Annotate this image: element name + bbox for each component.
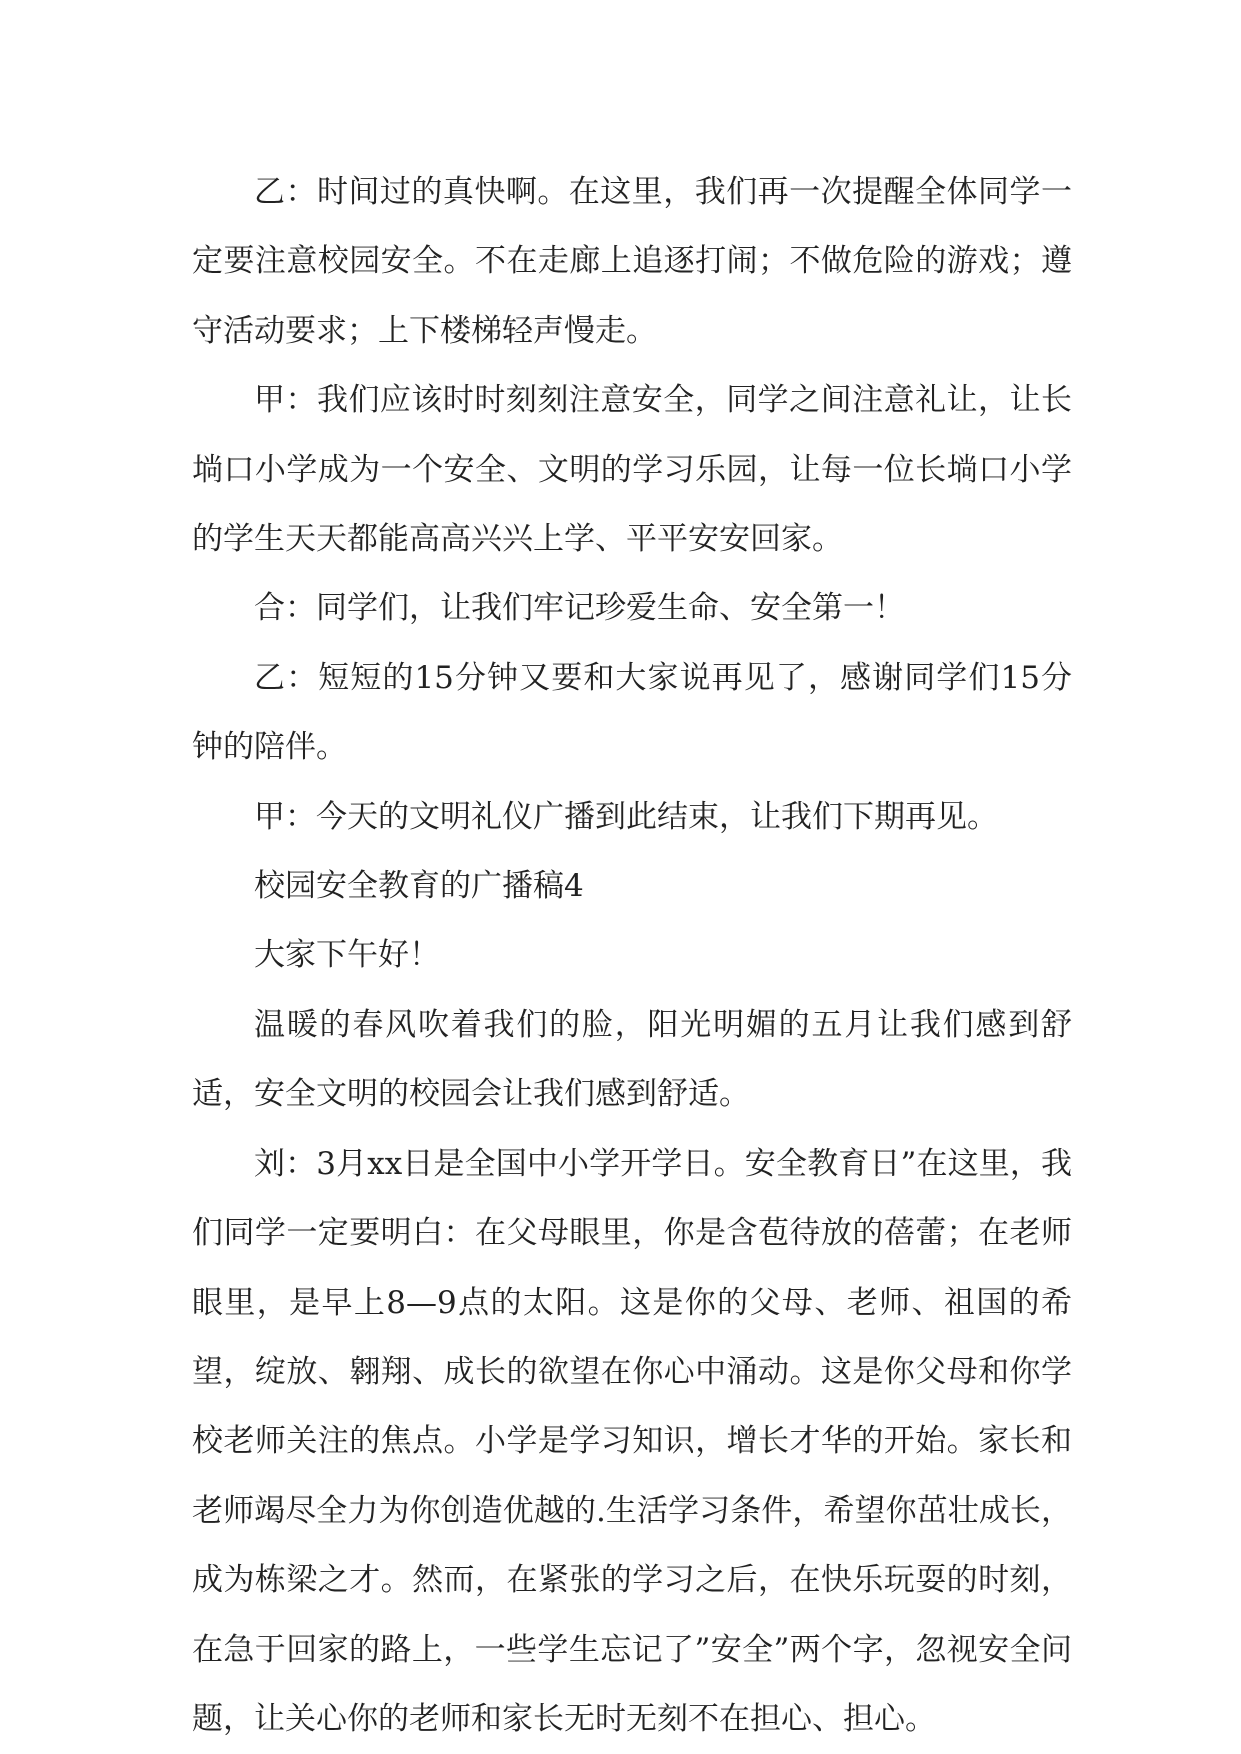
paragraph-together: 合：同学们，让我们牢记珍爱生命、安全第一！	[254, 590, 905, 627]
paragraph-spring: 温暖的春风吹着我们的脸，阳光明媚的五月让我们感到舒适，安全文明的校园会让我们感到舒适。	[192, 1006, 1072, 1113]
document-body	[192, 158, 1072, 1754]
paragraph-safety-reminder: 乙：时间过的真快啊。在这里，我们再一次提醒全体同学一定要注意校园安全。不在走廊上追逐打闹；不做危险的游戏；遵守活动要求；上下楼梯轻声慢走。	[192, 174, 1072, 349]
paragraph-safety-day: 刘：3月xx日是全国中小学开学日。安全教育日”在这里，我们同学一定要明白：在父母眼里，你是含苞待放的蓓蕾；在老师眼里，是早上8—9点的太阳。这是你的父母、老师、祖国的希望，绽放、翱翔、成长的欲望在你心中涌动。这是你父母和你学校老师关注的焦点。小学是学习知识，增长才华的开始。家长和老师竭尽全力为你创造优越的.生活学习条件，希望你茁壮成长，成为栋梁之才。然而，在紧张的学习之后，在快乐玩耍的时刻，在急于回家的路上，一些学生忘记了”安全”两个字，忽视安全问题，让关心你的老师和家长无时无刻不在担心、担心。	[192, 1145, 1072, 1737]
section-title: 校园安全教育的广播稿4	[254, 868, 584, 905]
paragraph-greeting: 大家下午好！	[254, 937, 440, 974]
paragraph-goodbye: 乙：短短的15分钟又要和大家说再见了，感谢同学们15分钟的陪伴。	[192, 659, 1072, 766]
paragraph-courtesy: 甲：我们应该时时刻刻注意安全，同学之间注意礼让，让长埫口小学成为一个安全、文明的学习乐园，让每一位长埫口小学的学生天天都能高高兴兴上学、平平安安回家。	[192, 382, 1072, 558]
paragraph-closing: 甲：今天的文明礼仪广播到此结束，让我们下期再见。	[254, 798, 998, 835]
